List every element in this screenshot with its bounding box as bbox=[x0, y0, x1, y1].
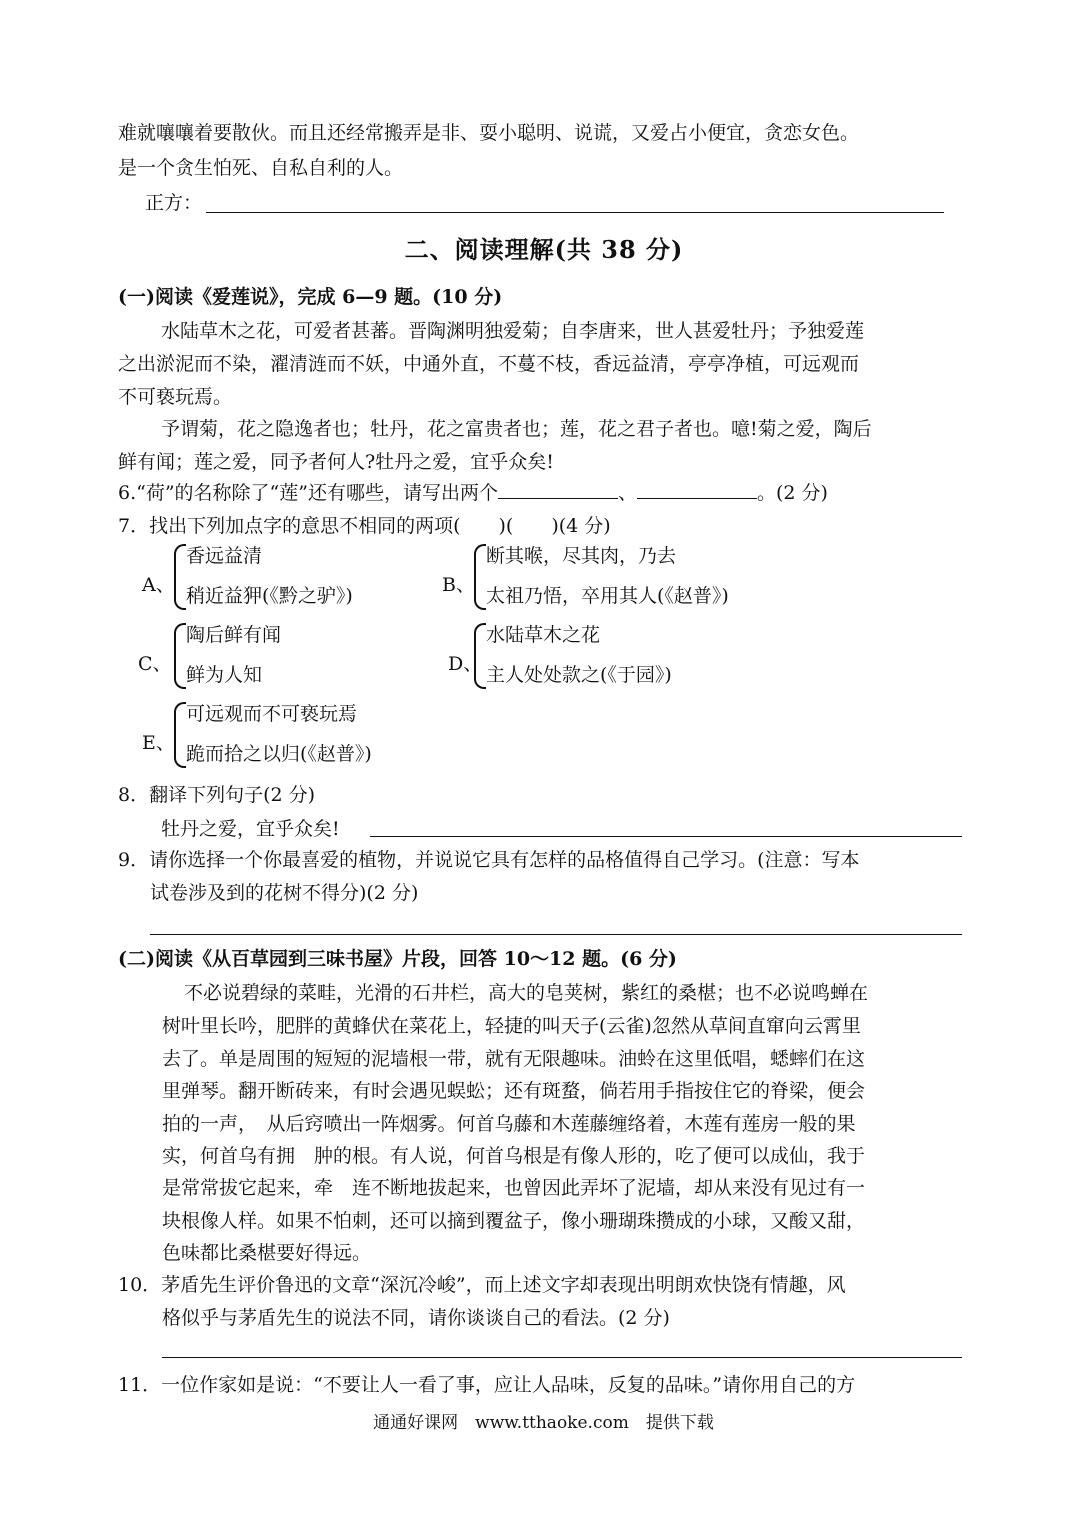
passage-line: 鲜有闻；莲之爱，同予者何人?牡丹之爱，宜乎众矣! bbox=[118, 451, 554, 473]
passage-line: 里弹琴。翻开断砖来，有时会遇见蜈蚣；还有斑蝥，倘若用手指按住它的脊梁，便会 bbox=[162, 1080, 866, 1102]
brace-icon bbox=[474, 544, 486, 610]
answer-line[interactable] bbox=[206, 212, 944, 213]
section-title: 二、阅读理解(共 38 分) bbox=[404, 235, 684, 264]
option-c-bottom: 鲜为人知 bbox=[186, 664, 263, 686]
option-d-bottom: 主人处处款之(《于园》) bbox=[486, 664, 672, 686]
option-a-label: A、 bbox=[142, 574, 175, 596]
option-b-top: 断其喉，尽其肉，乃去 bbox=[486, 545, 677, 567]
passage-line: 拍的一声， 从后窍喷出一阵烟雾。何首乌藤和木莲藤缠络着，木莲有莲房一般的果 bbox=[162, 1113, 856, 1135]
question-10-cont: 格似乎与茅盾先生的说法不同，请你谈谈自己的看法。(2 分) bbox=[162, 1307, 670, 1329]
answer-line[interactable] bbox=[162, 1357, 962, 1358]
option-e-top: 可远观而不可亵玩焉 bbox=[186, 703, 358, 725]
question-9: 9．请你选择一个你最喜爱的植物，并说说它具有怎样的品格值得自己学习。(注意：写本 bbox=[118, 849, 860, 871]
option-c-label: C、 bbox=[138, 653, 172, 675]
question-7: 7．找出下列加点字的意思不相同的两项( )( )(4 分) bbox=[118, 515, 611, 537]
option-b-label: B、 bbox=[442, 574, 475, 596]
option-d-top: 水陆草木之花 bbox=[486, 624, 601, 646]
question-8-sentence: 牡丹之爱，宜乎众矣! bbox=[161, 818, 340, 840]
brace-icon bbox=[174, 623, 186, 689]
option-c-top: 陶后鲜有闻 bbox=[186, 624, 282, 646]
zhengfang-label: 正方： bbox=[145, 192, 203, 214]
option-b-bottom: 太祖乃悟，卒用其人(《赵普》) bbox=[486, 585, 729, 607]
passage-line: 色味都比桑椹要好得远。 bbox=[162, 1242, 372, 1264]
answer-blank[interactable] bbox=[498, 478, 618, 499]
passage-line: 不必说碧绿的菜畦，光滑的石井栏，高大的皂荚树，紫红的桑椹；也不必说鸣蝉在 bbox=[184, 982, 869, 1004]
separator: 、 bbox=[617, 482, 637, 504]
answer-blank[interactable] bbox=[637, 478, 757, 499]
passage-line: 实，何首乌有拥 肿的根。有人说，何首乌根是有像人形的，吃了便可以成仙，我于 bbox=[162, 1145, 866, 1167]
passage-line: 之出淤泥而不染，濯清涟而不妖，中通外直，不蔓不枝，香远益清，亭亭净植，可远观而 bbox=[118, 353, 860, 375]
question-6-text: 6.“荷”的名称除了“莲”还有哪些，请写出两个 bbox=[118, 482, 498, 504]
brace-icon bbox=[174, 702, 186, 768]
question-8: 8．翻译下列句子(2 分) bbox=[118, 784, 316, 806]
answer-line[interactable] bbox=[150, 934, 962, 935]
passage-line: 是常常拔它起来，牵 连不断地拔起来，也曾因此弄坏了泥墙，却从来没有见过有一 bbox=[162, 1177, 866, 1199]
passage-line: 水陆草木之花，可爱者甚蕃。晋陶渊明独爱菊；自李唐来，世人甚爱牡丹；予独爱莲 bbox=[161, 320, 865, 342]
text-line: 是一个贪生怕死、自私自利的人。 bbox=[118, 157, 404, 179]
passage-line: 去了。单是周围的短短的泥墙根一带，就有无限趣味。油蛉在这里低唱，蟋蟀们在这 bbox=[162, 1048, 866, 1070]
option-e-bottom: 跪而拾之以归(《赵普》) bbox=[186, 743, 372, 765]
answer-line[interactable] bbox=[370, 836, 962, 837]
brace-icon bbox=[474, 623, 486, 689]
page-footer: 通通好课网 www.tthaoke.com 提供下载 bbox=[373, 1413, 714, 1433]
question-9-cont: 试卷涉及到的花树不得分)(2 分) bbox=[150, 882, 419, 904]
option-a-top: 香远益清 bbox=[186, 545, 263, 567]
question-10: 10．茅盾先生评价鲁迅的文章“深沉冷峻”，而上述文字却表现出明朗欢快饶有情趣，风 bbox=[118, 1274, 846, 1296]
passage-line: 树叶里长吟，肥胖的黄蜂伏在菜花上，轻捷的叫天子(云雀)忽然从草间直窜向云霄里 bbox=[162, 1015, 861, 1037]
part1-heading: (一)阅读《爱莲说》，完成 6—9 题。(10 分) bbox=[118, 286, 503, 308]
passage-line: 不可亵玩焉。 bbox=[118, 386, 233, 408]
option-a-bottom: 稍近益狎(《黔之驴》) bbox=[186, 585, 353, 607]
text-line: 难就嚷嚷着要散伙。而且还经常搬弄是非、耍小聪明、说谎，又爱占小便宜，贪恋女色。 bbox=[118, 122, 860, 144]
part2-heading: (二)阅读《从百草园到三味书屋》片段，回答 10～12 题。(6 分) bbox=[118, 948, 677, 970]
question-11: 11．一位作家如是说：“不要让人一看了事，应让人品味，反复的品味。”请你用自己的方 bbox=[118, 1374, 856, 1396]
passage-line: 予谓菊，花之隐逸者也；牡丹，花之富贵者也；莲，花之君子者也。噫!菊之爱，陶后 bbox=[161, 418, 872, 440]
option-e-label: E、 bbox=[142, 732, 175, 754]
option-d-label: D、 bbox=[448, 653, 483, 675]
question-6 bbox=[118, 478, 828, 508]
passage-line: 块根像人样。如果不怕刺，还可以摘到覆盆子，像小珊瑚珠攒成的小球，又酸又甜， bbox=[162, 1210, 866, 1232]
brace-icon bbox=[174, 544, 186, 610]
score: 。(2 分) bbox=[757, 482, 828, 504]
